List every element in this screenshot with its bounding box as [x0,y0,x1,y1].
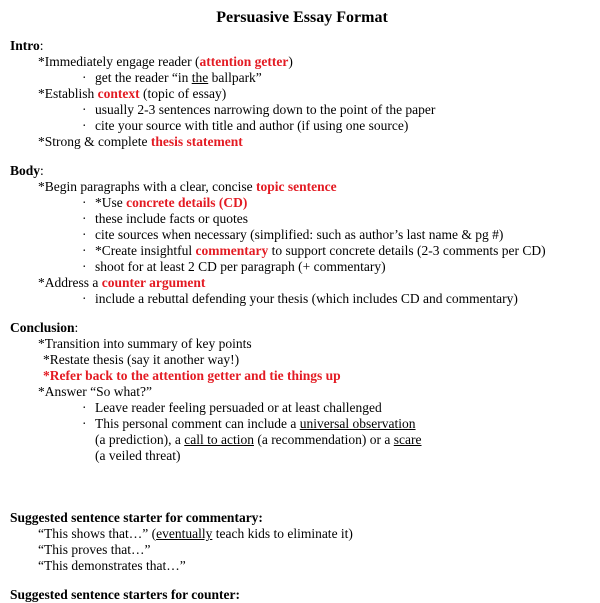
text-segment: (a recommendation) or a [253,432,394,447]
text-segment: eventually [156,526,213,541]
outline-line [10,195,594,211]
text-segment: counter argument [101,275,206,290]
outline-line [10,211,594,227]
text-segment: *Restate thesis (say it another way!) [43,352,240,367]
text-segment: cite your source with title and author (if using one source) [95,118,409,133]
text-segment: *Begin paragraphs with a clear, concise [38,179,256,194]
outline-line [10,448,594,464]
outline-line [10,118,594,134]
bullet-icon: · [82,118,87,133]
bullet-icon: · [82,259,87,274]
bullet-icon: · [82,243,87,258]
text-segment: *Establish [38,86,98,101]
text-segment: : [39,38,44,53]
spacer [10,574,594,587]
text-segment: attention getter [199,54,289,69]
spacer [10,150,594,163]
outline-line [10,86,594,102]
outline-line [10,70,594,86]
page-title: Persuasive Essay Format [216,9,388,26]
text-segment: (a veiled threat) [95,448,181,463]
text-segment: universal observation [299,416,416,431]
bullet-icon: · [82,227,87,242]
text-segment: “This shows that…” ( [38,526,157,541]
text-segment: “This demonstrates that…” [38,558,186,573]
outline-line [10,227,594,243]
outline-line [10,179,594,195]
outline-line [10,352,594,368]
text-segment: *Refer back to the attention getter and tie things up [43,368,341,383]
text-segment: *Immediately engage reader ( [38,54,200,69]
text-segment: *Transition into summary of key points [38,336,252,351]
text-segment: include a rebuttal defending your thesis (which includes CD and commentary) [95,291,518,306]
text-segment: ) [288,54,293,69]
text-segment: Body [10,163,41,178]
text-segment: Suggested sentence starter for commentary: [10,510,263,525]
text-segment: Suggested sentence starters for counter: [10,587,240,602]
text-segment: “This proves that…” [38,542,151,557]
section-heading-conclusion [10,320,594,336]
section-heading-counter-starters [10,587,594,603]
bullet-icon: · [82,416,87,431]
text-segment: context [97,86,140,101]
text-segment: usually 2-3 sentences narrowing down to the point of the paper [95,102,436,117]
text-segment: commentary [195,243,269,258]
text-segment: This personal comment can include a [95,416,300,431]
outline-line [10,384,594,400]
outline-line [10,432,594,448]
outline-line [10,336,594,352]
text-segment: these include facts or quotes [95,211,248,226]
text-segment: : [40,163,44,178]
text-segment: shoot for at least 2 CD per paragraph (+ commentary) [95,259,386,274]
outline-line [10,558,594,574]
text-segment: ballpark” [208,70,262,85]
outline-line [10,291,594,307]
outline-line [10,542,594,558]
text-segment: topic sentence [256,179,337,194]
text-segment: : [74,320,79,335]
bullet-icon: · [82,291,87,306]
text-segment: *Address a [38,275,102,290]
text-segment: *Strong & complete [38,134,151,149]
section-heading-body [10,163,594,179]
bullet-icon: · [82,195,87,210]
spacer [10,307,594,320]
text-segment: Conclusion [10,320,75,335]
outline-line [10,54,594,70]
outline-line [10,400,594,416]
text-segment: thesis statement [150,134,243,149]
outline-line [10,102,594,118]
text-segment: concrete details (CD) [126,195,248,210]
outline-line [10,275,594,291]
spacer [10,464,594,510]
text-segment: *Answer “So what?” [38,384,152,399]
text-segment: (a prediction), a [95,432,185,447]
bullet-icon: · [82,70,87,85]
text-segment: *Use [95,195,127,210]
outline-line [10,368,594,384]
essay-outline [10,38,594,603]
outline-line [10,134,594,150]
text-segment: to support concrete details (2-3 comments per CD) [268,243,546,258]
text-segment: call to action [184,432,254,447]
text-segment: cite sources when necessary (simplified: such as author’s last name & pg #) [95,227,504,242]
text-segment: (topic of essay) [139,86,227,101]
bullet-icon: · [82,400,87,415]
outline-line [10,243,594,259]
bullet-icon: · [82,102,87,117]
outline-line [10,416,594,432]
outline-line [10,259,594,275]
text-segment: Leave reader feeling persuaded or at least challenged [95,400,382,415]
text-segment: *Create insightful [95,243,196,258]
text-segment: get the reader “in [95,70,192,85]
text-segment: scare [393,432,422,447]
text-segment: teach kids to eliminate it) [212,526,353,541]
text-segment: the [191,70,209,85]
bullet-icon: · [82,211,87,226]
outline-line [10,526,594,542]
text-segment: Intro [10,38,40,53]
section-heading-intro [10,38,594,54]
section-heading-commentary-starters [10,510,594,526]
